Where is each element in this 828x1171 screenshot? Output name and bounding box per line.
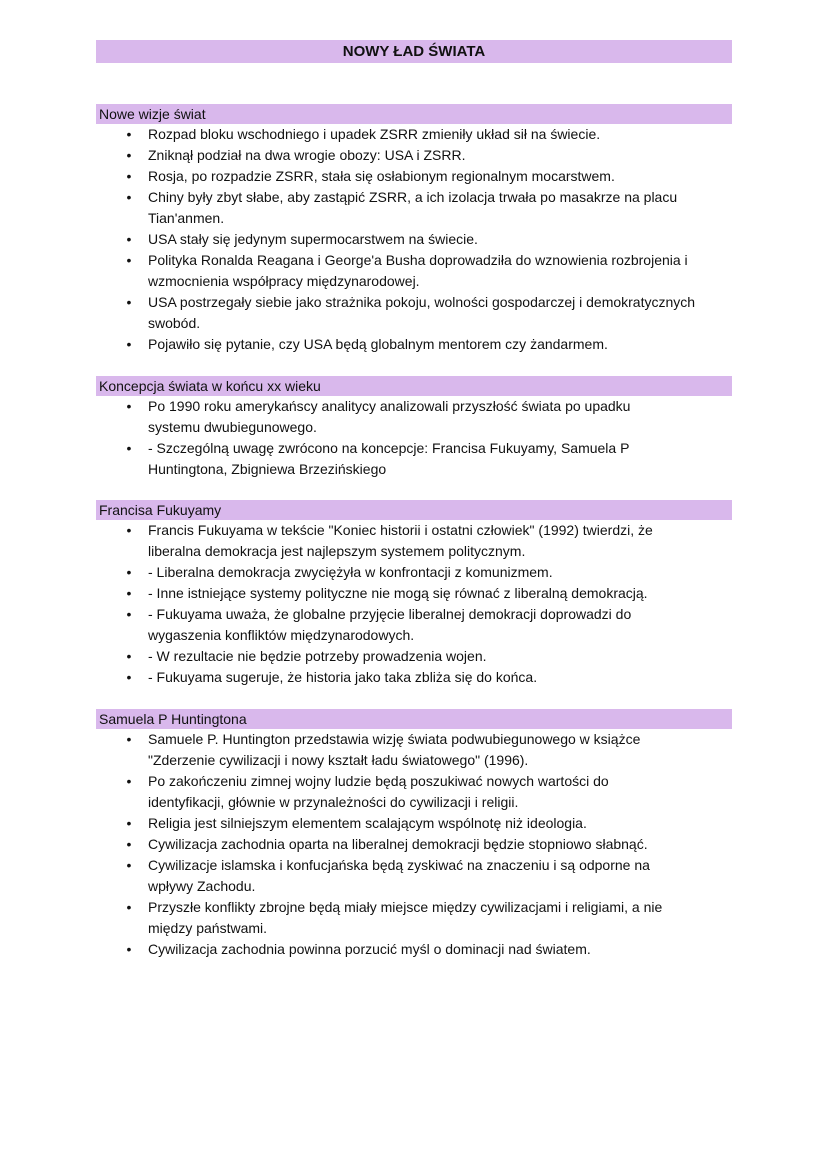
bullet-icon: • xyxy=(126,941,132,957)
list-item-text: Chiny były zbyt słabe, aby zastąpić ZSRR, a ich izolacja trwała po masakrze na placu xyxy=(148,189,678,205)
list-item xyxy=(96,292,732,334)
list-item-text: - Inne istniejące systemy polityczne nie mogą się równać z liberalną demokracją. xyxy=(148,585,648,601)
list-item-text: Huntingtona, Zbigniewa Brzezińskiego xyxy=(148,461,387,477)
bullet-icon: • xyxy=(126,440,132,456)
list-item xyxy=(96,771,732,813)
list-item-text: systemu dwubiegunowego. xyxy=(148,419,317,435)
bullet-icon: • xyxy=(126,648,132,664)
list-item-text: Cywilizacja zachodnia powinna porzucić myśl o dominacji nad światem. xyxy=(148,941,591,957)
bullet-icon: • xyxy=(126,522,132,538)
list-item-text: Rosja, po rozpadzie ZSRR, stała się osłabionym regionalnym mocarstwem. xyxy=(148,168,615,184)
bullet-icon: • xyxy=(126,899,132,915)
list-item xyxy=(96,334,732,355)
bullet-icon: • xyxy=(126,836,132,852)
bullet-icon: • xyxy=(126,564,132,580)
list-item-text: identyfikacji, głównie w przynależności do cywilizacji i religii. xyxy=(148,794,519,810)
list-item xyxy=(96,229,732,250)
list-item xyxy=(96,939,732,960)
bullet-icon: • xyxy=(126,147,132,163)
list-item-text: Cywilizacje islamska i konfucjańska będą zyskiwać na znaczeniu i są odporne na xyxy=(148,857,650,873)
list-item xyxy=(96,438,732,480)
list-item xyxy=(96,834,732,855)
list-item-text: liberalna demokracja jest najlepszym systemem politycznym. xyxy=(148,543,526,559)
bullet-icon: • xyxy=(126,731,132,747)
list-item-text: USA postrzegały siebie jako strażnika pokoju, wolności gospodarczej i demokratycznych xyxy=(148,294,696,310)
list-item-text: Rozpad bloku wschodniego i upadek ZSRR zmieniły układ sił na świecie. xyxy=(148,126,601,142)
list-item-text: "Zderzenie cywilizacji i nowy kształt ładu światowego" (1996). xyxy=(148,752,529,768)
section-koncepcja-swiata xyxy=(96,376,732,480)
list-item-text: Religia jest silniejszym elementem scalającym wspólnotę niż ideologia. xyxy=(148,815,587,831)
bullet-list xyxy=(96,124,732,355)
bullet-icon: • xyxy=(126,189,132,205)
list-item-text: Samuele P. Huntington przedstawia wizję świata podwubiegunowego w książce xyxy=(148,731,641,747)
list-item-text: swobód. xyxy=(148,315,201,331)
bullet-icon: • xyxy=(126,773,132,789)
list-item xyxy=(96,520,732,562)
bullet-icon: • xyxy=(126,252,132,268)
list-item-text: Tian'anmen. xyxy=(148,210,225,226)
list-item xyxy=(96,145,732,166)
section-huntington xyxy=(96,709,732,960)
list-item-text: Cywilizacja zachodnia oparta na liberalnej demokracji będzie stopniowo słabnąć. xyxy=(148,836,648,852)
list-item xyxy=(96,729,732,771)
list-item xyxy=(96,897,732,939)
list-item-text: wygaszenia konfliktów międzynarodowych. xyxy=(148,627,415,643)
section-nowe-wizje xyxy=(96,104,732,355)
list-item xyxy=(96,583,732,604)
list-item-text: wpływy Zachodu. xyxy=(148,878,256,894)
list-item-text: między państwami. xyxy=(148,920,268,936)
bullet-icon: • xyxy=(126,585,132,601)
list-item-text: Przyszłe konflikty zbrojne będą miały miejsce między cywilizacjami i religiami, a nie xyxy=(148,899,663,915)
list-item-text: - Liberalna demokracja zwyciężyła w konfrontacji z komunizmem. xyxy=(148,564,553,580)
list-item xyxy=(96,813,732,834)
section-header: Samuela P Huntingtona xyxy=(96,709,732,729)
list-item xyxy=(96,646,732,667)
list-item xyxy=(96,604,732,646)
bullet-icon: • xyxy=(126,606,132,622)
bullet-icon: • xyxy=(126,294,132,310)
list-item-text: - Fukuyama sugeruje, że historia jako taka zbliża się do końca. xyxy=(148,669,538,685)
list-item-text: USA stały się jedynym supermocarstwem na świecie. xyxy=(148,231,478,247)
list-item-text: - W rezultacie nie będzie potrzeby prowadzenia wojen. xyxy=(148,648,487,664)
bullet-icon: • xyxy=(126,168,132,184)
list-item-text: Pojawiło się pytanie, czy USA będą globalnym mentorem czy żandarmem. xyxy=(148,336,608,352)
list-item-text: Zniknął podział na dwa wrogie obozy: USA i ZSRR. xyxy=(148,147,466,163)
list-item-text: Polityka Ronalda Reagana i George'a Busha doprowadziła do wznowienia rozbrojenia i xyxy=(148,252,688,268)
list-item xyxy=(96,855,732,897)
list-item xyxy=(96,124,732,145)
bullet-icon: • xyxy=(126,336,132,352)
list-item xyxy=(96,250,732,292)
list-item-text: wzmocnienia współpracy międzynarodowej. xyxy=(148,273,420,289)
list-item xyxy=(96,187,732,229)
list-item xyxy=(96,667,732,688)
bullet-icon: • xyxy=(126,857,132,873)
bullet-icon: • xyxy=(126,815,132,831)
bullet-icon: • xyxy=(126,126,132,142)
section-header: Francisa Fukuyamy xyxy=(96,500,732,520)
bullet-icon: • xyxy=(126,231,132,247)
list-item-text: Po zakończeniu zimnej wojny ludzie będą poszukiwać nowych wartości do xyxy=(148,773,609,789)
list-item-text: Francis Fukuyama w tekście "Koniec historii i ostatni człowiek" (1992) twierdzi, że xyxy=(148,522,653,538)
bullet-list xyxy=(96,520,732,688)
list-item xyxy=(96,166,732,187)
bullet-icon: • xyxy=(126,669,132,685)
list-item xyxy=(96,396,732,438)
section-header: Koncepcja świata w końcu xx wieku xyxy=(96,376,732,396)
list-item-text: Po 1990 roku amerykańscy analitycy analizowali przyszłość świata po upadku xyxy=(148,398,631,414)
bullet-list xyxy=(96,729,732,960)
bullet-icon: • xyxy=(126,398,132,414)
document-title: NOWY ŁAD ŚWIATA xyxy=(96,40,732,63)
section-fukuyama xyxy=(96,500,732,688)
list-item-text: - Szczególną uwagę zwrócono na koncepcje: Francisa Fukuyamy, Samuela P xyxy=(148,440,630,456)
list-item-text: - Fukuyama uważa, że globalne przyjęcie liberalnej demokracji doprowadzi do xyxy=(148,606,632,622)
list-item xyxy=(96,562,732,583)
section-header: Nowe wizje świat xyxy=(96,104,732,124)
bullet-list xyxy=(96,396,732,480)
